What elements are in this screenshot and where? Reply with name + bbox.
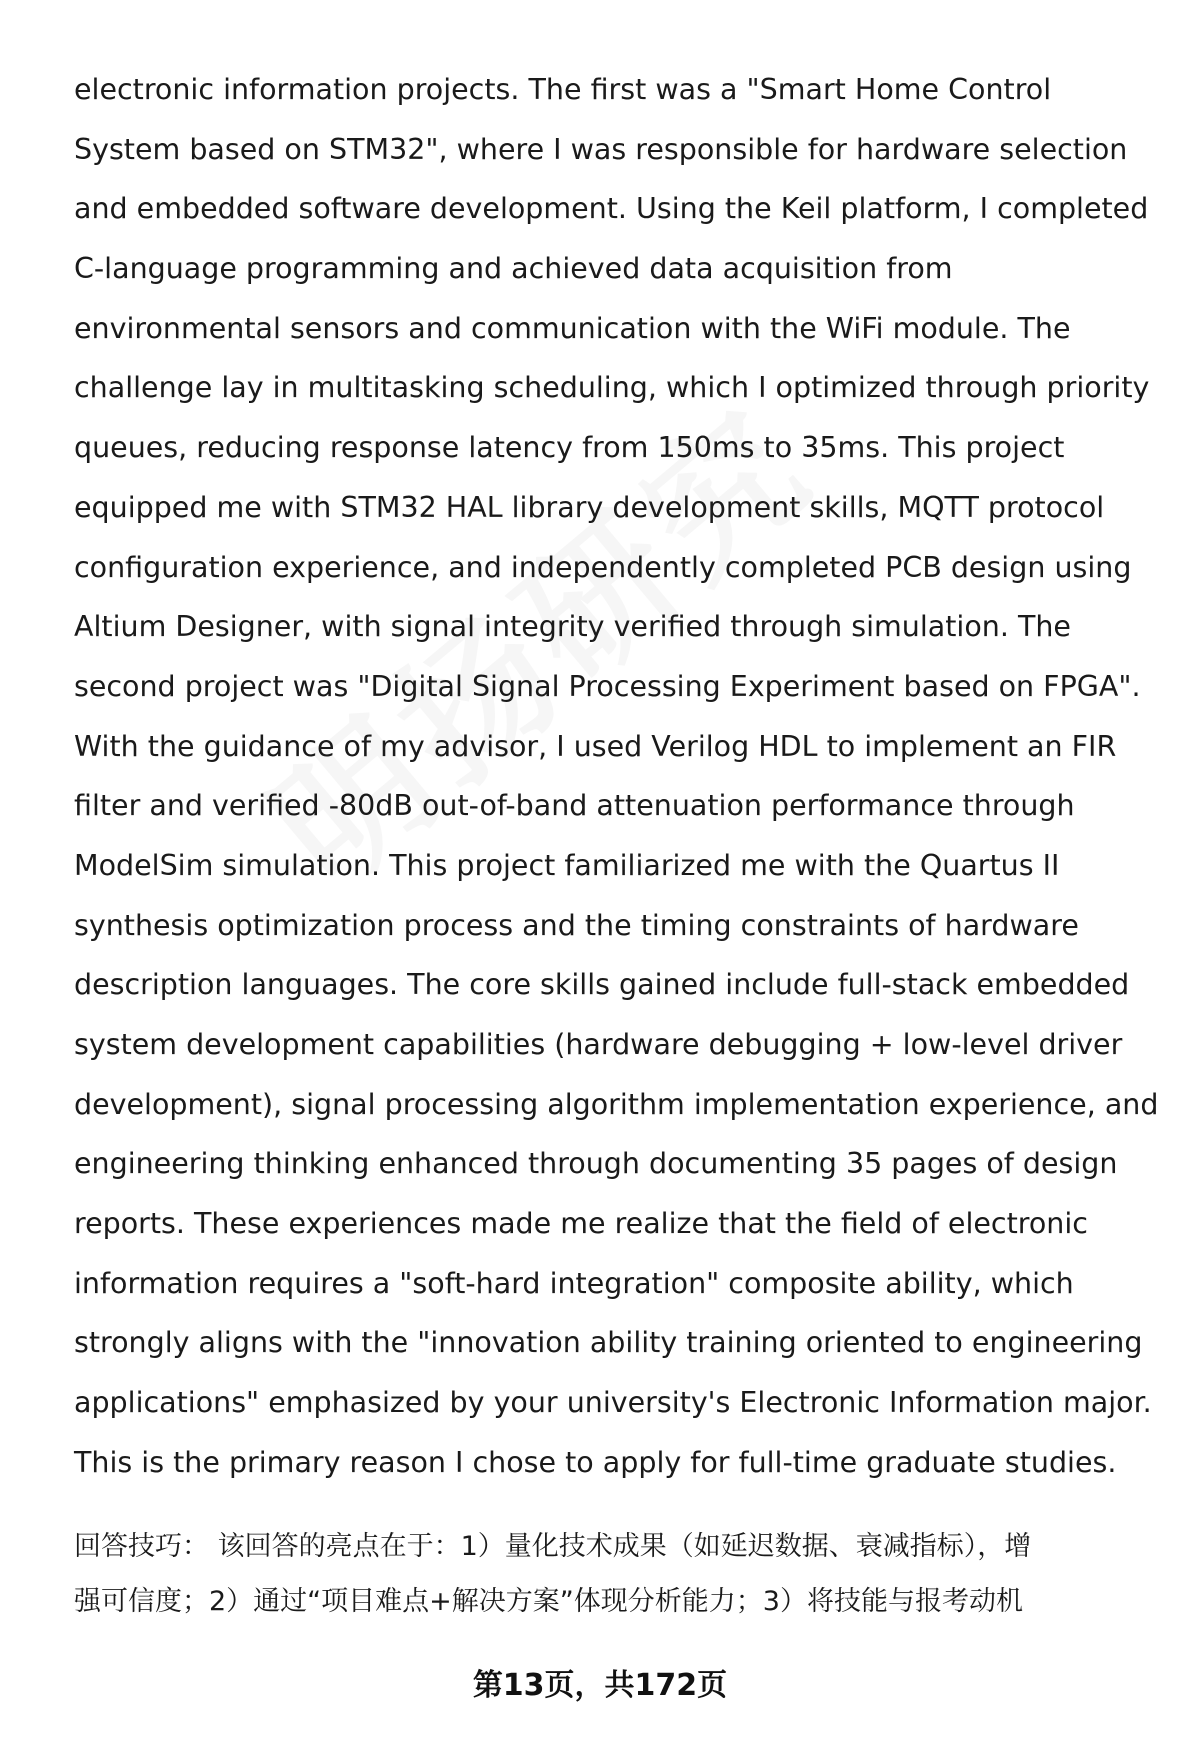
text-line: and embedded software development. Using the Keil platform, I completed xyxy=(74,192,1149,226)
text-line: applications" emphasized by your university's Electronic Information major. xyxy=(74,1386,1152,1420)
text-line: information requires a "soft-hard integration" composite ability, which xyxy=(74,1266,1074,1300)
text-line: filter and verified -80dB out-of-band attenuation performance through xyxy=(74,789,1075,823)
text-line: C-language programming and achieved data acquisition from xyxy=(74,252,953,286)
text-line: development), signal processing algorithm implementation experience, and xyxy=(74,1087,1159,1121)
text-line: electronic information projects. The first was a "Smart Home Control xyxy=(74,73,1052,106)
page-number: 第13页，共172页 xyxy=(472,1668,728,1703)
tips-line: 强可信度；2）通过“项目难点+解决方案”体现分析能力；3）将技能与报考动机 xyxy=(74,1586,1023,1617)
text-line: environmental sensors and communication with the WiFi module. The xyxy=(74,311,1071,345)
text-line: description languages. The core skills gained include full-stack embedded xyxy=(74,968,1130,1002)
text-line: system development capabilities (hardware debugging + low-level driver xyxy=(74,1028,1123,1061)
text-line: System based on STM32", where I was responsible for hardware selection xyxy=(74,132,1128,166)
answer-paragraph xyxy=(74,60,1164,1493)
text-line: This is the primary reason I chose to apply for full-time graduate studies. xyxy=(74,1445,1117,1479)
text-line: strongly aligns with the "innovation ability training oriented to engineering xyxy=(74,1326,1143,1360)
text-line: synthesis optimization process and the timing constraints of hardware xyxy=(74,908,1079,942)
text-line: With the guidance of my advisor, I used Verilog HDL to implement an FIR xyxy=(74,729,1117,763)
text-line: engineering thinking enhanced through documenting 35 pages of design xyxy=(74,1147,1118,1181)
text-line: second project was "Digital Signal Processing Experiment based on FPGA". xyxy=(74,669,1141,703)
text-line: configuration experience, and independently completed PCB design using xyxy=(74,550,1132,584)
text-line: equipped me with STM32 HAL library development skills, MQTT protocol xyxy=(74,490,1105,524)
text-line: reports. These experiences made me realize that the field of electronic xyxy=(74,1207,1088,1241)
text-line: challenge lay in multitasking scheduling, which I optimized through priority xyxy=(74,371,1150,405)
text-line: ModelSim simulation. This project familiarized me with the Quartus II xyxy=(74,848,1060,882)
answer-tips xyxy=(74,1519,1154,1629)
text-line: queues, reducing response latency from 150ms to 35ms. This project xyxy=(74,431,1065,465)
tips-line: 回答技巧： 该回答的亮点在于：1）量化技术成果（如延迟数据、衰减指标），增 xyxy=(74,1531,1032,1562)
text-line: Altium Designer, with signal integrity verified through simulation. The xyxy=(74,610,1071,644)
